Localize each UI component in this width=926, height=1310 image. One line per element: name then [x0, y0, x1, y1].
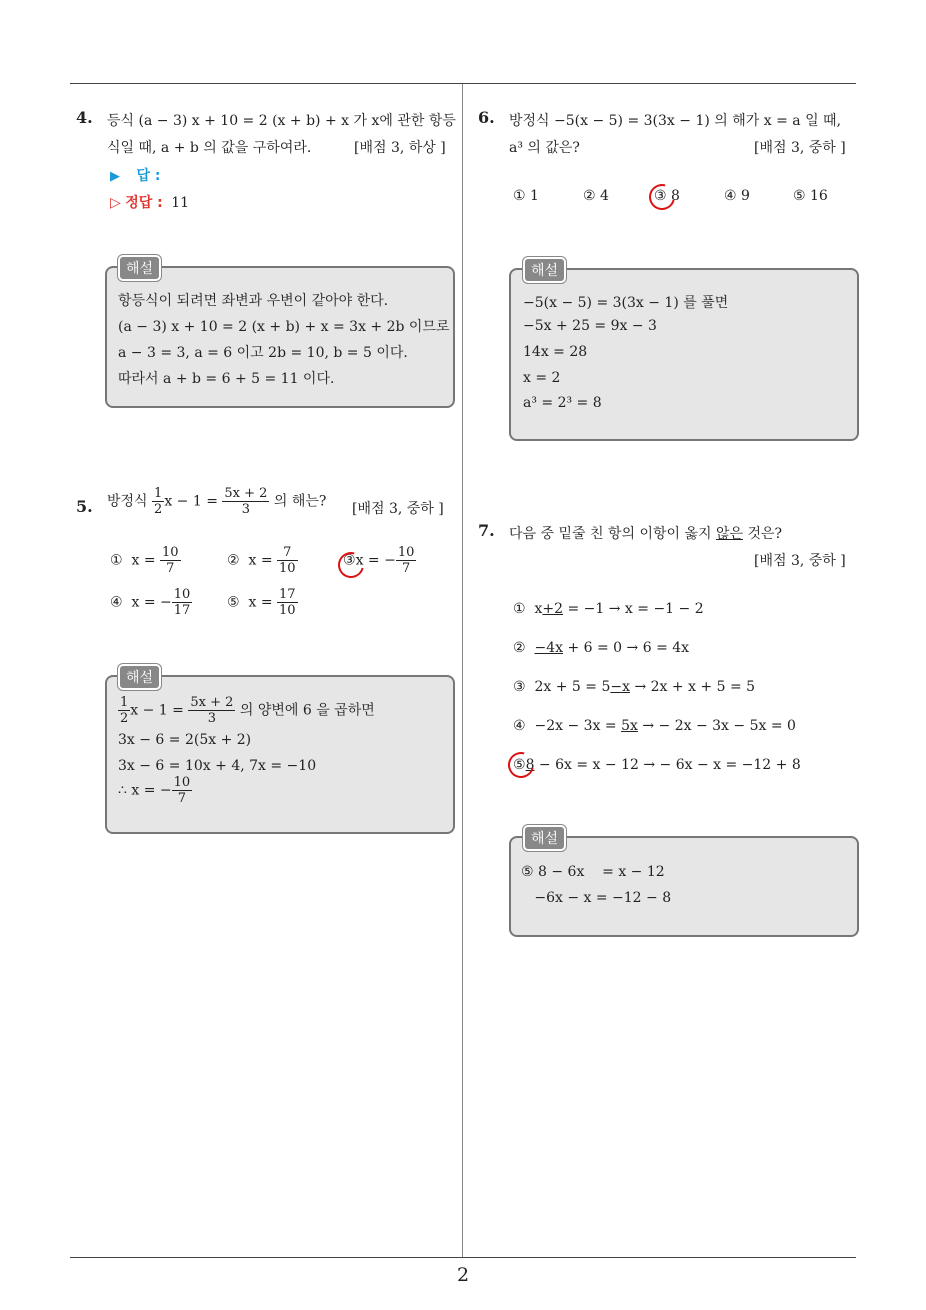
q6-exp-line4: x = 2 — [523, 370, 561, 386]
q7-option-1[interactable]: ① x+2 = −1 → x = −1 − 2 — [513, 601, 704, 617]
q7-option-3[interactable]: ③ 2x + 5 = 5−x → 2x + x + 5 = 5 — [513, 679, 756, 695]
q7-explanation-tag: 해설 — [523, 825, 566, 851]
q4-exp-line1: 항등식이 되려면 좌변과 우변이 같아야 한다. — [118, 293, 389, 309]
q6-number: 6. — [478, 108, 495, 127]
q6-option-5[interactable]: ⑤ 16 — [793, 188, 828, 204]
top-rule — [70, 83, 856, 84]
column-divider — [462, 84, 463, 1258]
answer-label: 답 : — [136, 168, 161, 184]
play-outline-icon: ▷ — [110, 195, 121, 211]
q5-number: 5. — [76, 497, 93, 516]
q6-option-3[interactable]: ③ 8 — [654, 188, 680, 204]
q4-exp-line4: 따라서 a + b = 6 + 5 = 11 이다. — [118, 371, 335, 387]
q7-exp-line2: −6x − x = −12 − 8 — [521, 890, 672, 906]
q4-exp-line2: (a − 3) x + 10 = 2 (x + b) + x = 3x + 2b 이므로 — [118, 319, 450, 335]
q7-number: 7. — [478, 521, 495, 540]
play-icon: ▶ — [110, 169, 120, 184]
q5-explanation-tag: 해설 — [118, 664, 161, 690]
q7-option-5[interactable]: ⑤8 − 6x = x − 12 → − 6x − x = −12 + 8 — [513, 757, 801, 773]
q5-option-4[interactable]: ④ x = − $\frac{10}{17}$ — [110, 587, 191, 618]
q5-mid: x − 1 = — [164, 493, 218, 510]
q6-score: [배점 3, 중하 ] — [754, 140, 846, 156]
q6-exp-line3: 14x = 28 — [523, 344, 588, 360]
q5-option-3[interactable]: ③x = − $\frac{10}{7}$ — [343, 545, 415, 576]
q5-exp-line3: 3x − 6 = 10x + 4, 7x = −10 — [118, 758, 317, 774]
q6-option-1[interactable]: ① 1 — [513, 188, 539, 204]
q6-text-line1: 방정식 −5(x − 5) = 3(3x − 1) 의 해가 x = a 일 때, — [509, 113, 842, 129]
q5-option-2[interactable]: ② x = $\frac{7}{10}$ — [227, 545, 296, 576]
q7-score: [배점 3, 중하 ] — [754, 553, 846, 569]
q4-answer-row[interactable] — [110, 165, 160, 185]
q5-option-5[interactable]: ⑤ x = $\frac{17}{10}$ — [227, 587, 296, 618]
q7-selected-circle — [503, 747, 539, 783]
page-number: 2 — [456, 1264, 470, 1286]
correct-value: 11 — [171, 195, 190, 211]
q7-option-2[interactable]: ② −4x + 6 = 0 → 6 = 4x — [513, 640, 690, 656]
q7-exp-line1: ⑤ 8 − 6x = x − 12 — [521, 864, 665, 880]
q4-number: 4. — [76, 108, 93, 127]
q5-post: 의 해는? — [273, 493, 327, 510]
q4-correct-row — [110, 192, 189, 212]
q7-text-line1: 다음 중 밑줄 친 항의 이항이 옳지 않은 것은? — [509, 526, 783, 542]
q6-exp-line5: a³ = 2³ = 8 — [523, 395, 602, 411]
q7-explanation-box — [509, 836, 859, 937]
q5-frac1: $\frac{1}{2}$ — [154, 486, 163, 517]
q5-exp-line4: ∴ x = − $\frac{10}{7}$ — [118, 775, 191, 806]
q5-score: [배점 3, 중하 ] — [352, 501, 444, 517]
q6-option-4[interactable]: ④ 9 — [724, 188, 750, 204]
q5-pre: 방정식 — [107, 493, 148, 510]
q6-selected-circle — [644, 179, 680, 215]
q4-score: [배점 3, 하상 ] — [354, 140, 446, 156]
q6-option-2[interactable]: ② 4 — [583, 188, 609, 204]
q4-text-line1: 등식 (a − 3) x + 10 = 2 (x + b) + x 가 x에 관한 항등 — [107, 113, 456, 129]
q4-explanation-tag: 해설 — [118, 255, 161, 281]
q5-option-1[interactable]: ① x = $\frac{10}{7}$ — [110, 545, 179, 576]
q5-frac2: $\frac{5x + 2}{3}$ — [224, 486, 268, 517]
q6-exp-line2: −5x + 25 = 9x − 3 — [523, 318, 657, 334]
q5-exp-line1: $\frac{1}{2}$ x − 1 = $\frac{5x + 2}{3}$ 의 양변에 6 을 곱하면 — [120, 695, 375, 726]
q7-option-4[interactable]: ④ −2x − 3x = 5x → − 2x − 3x − 5x = 0 — [513, 718, 796, 734]
q6-text-line2: a³ 의 값은? — [509, 140, 580, 156]
q6-explanation-tag: 해설 — [523, 257, 566, 283]
bottom-rule — [70, 1257, 856, 1258]
q6-exp-line1: −5(x − 5) = 3(3x − 1) 를 풀면 — [523, 295, 729, 311]
q5-text — [107, 486, 326, 517]
q4-text-line2: 식일 때, a + b 의 값을 구하여라. — [107, 140, 312, 156]
q5-exp-line2: 3x − 6 = 2(5x + 2) — [118, 732, 252, 748]
q4-exp-line3: a − 3 = 3, a = 6 이고 2b = 10, b = 5 이다. — [118, 345, 408, 361]
correct-label: 정답 : — [125, 195, 163, 211]
